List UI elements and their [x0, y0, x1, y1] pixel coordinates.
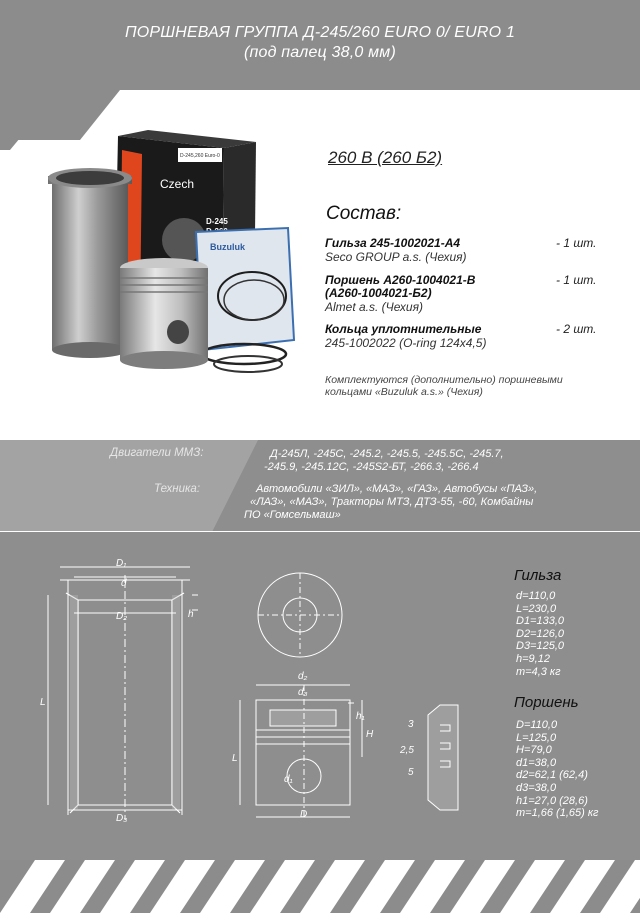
dim-D3: D₃: [116, 813, 128, 824]
item-title: Гильза 245-1002021-А4: [325, 236, 461, 250]
dim-ring-c: 5: [408, 767, 414, 778]
spec-row: L=230,0: [516, 602, 557, 615]
item-title: Поршень А260-1004021-В: [325, 273, 476, 287]
technique-line: ПО «Гомсельмаш»: [244, 509, 341, 521]
piston-spec-title: Поршень: [514, 694, 579, 711]
spec-row: d1=38,0: [516, 756, 557, 769]
spec-row: D3=125,0: [516, 640, 565, 653]
engines-line: Д-245Л, -245С, -245.2, -245.5, -245.5С, -245.7,: [270, 448, 504, 460]
ring-brand: Buzuluk: [210, 242, 245, 252]
dim-D: D: [300, 809, 308, 820]
dim-h1: h₁: [356, 711, 365, 722]
spec-row: d2=62,1 (62,4): [516, 769, 588, 782]
dim-h: h: [188, 609, 194, 620]
technical-drawing: [30, 555, 500, 835]
engines-line: -245.9, -245.12С, -245S2-БТ, -266.3, -266.4: [264, 461, 479, 473]
piston-side-view: [240, 685, 362, 820]
dim-D1: D₁: [116, 558, 127, 569]
dim-d3: d₃: [298, 687, 308, 698]
spec-row: m=4,3 кг: [516, 665, 561, 678]
dim-d1: d₁: [284, 774, 293, 785]
note-text: Комплектуются (дополнительно) поршневыми кольцами «Buzuluk a.s.» (Чехия): [325, 374, 563, 398]
item-qty: - 1 шт.: [556, 273, 597, 287]
composition-title: Состав:: [326, 203, 402, 224]
spec-row: D=110,0: [516, 719, 558, 731]
box-brand: Czech: [160, 177, 195, 191]
dim-H: H: [366, 729, 374, 740]
spec-row: h=9,12: [516, 652, 550, 665]
spec-row: d3=38,0: [516, 781, 557, 794]
dim-d: d: [121, 578, 127, 589]
piston-spec-list: [516, 719, 598, 820]
page-title: ПОРШНЕВАЯ ГРУППА Д-245/260 EURO 0/ EURO 1: [124, 24, 516, 41]
footer-stripes: [0, 860, 640, 913]
liner-spec-title: Гильза: [514, 567, 562, 584]
item-sub: 245-1002022 (O-ring 124х4,5): [325, 336, 487, 350]
liner-drawing: [48, 567, 198, 820]
spec-row: h1=27,0 (28,6): [516, 794, 588, 807]
dim-piston-L: L: [232, 753, 238, 764]
cylinder-liner: [48, 168, 132, 358]
liner-spec-list: [516, 590, 564, 678]
item-title: Кольца уплотнительные: [325, 322, 482, 336]
spec-row: L=125,0: [516, 731, 557, 744]
model-number: 260 В (260 Б2): [328, 148, 443, 167]
item-sub: Seco GROUP a.s. (Чехия): [325, 250, 467, 264]
technique-line: «ЛАЗ», «МАЗ», Тракторы МТЗ, ДТЗ-55, -60, Комбайны: [250, 496, 534, 508]
rings-box: [196, 228, 294, 350]
dim-ring-b: 2,5: [400, 745, 414, 756]
spec-row: D1=133,0: [516, 615, 565, 628]
dim-ring-a: 3: [408, 719, 414, 730]
spec-row: H=79,0: [516, 744, 552, 757]
spec-row: m=1,66 (1,65) кг: [516, 807, 599, 820]
spec-row: d=110,0: [516, 590, 556, 602]
item-qty: - 2 шт.: [556, 322, 597, 336]
box-label: D-245,260 Euro-0: [180, 153, 220, 159]
piston-top-view: [258, 573, 342, 657]
technique-label: Техника:: [154, 483, 201, 495]
item-qty: - 1 шт.: [556, 236, 597, 250]
engines-label: Двигатели ММЗ:: [110, 447, 204, 459]
technique-line: Автомобили «ЗИЛ», «МАЗ», «ГАЗ», Автобусы «ПАЗ»,: [256, 483, 538, 495]
dim-D2: D₂: [116, 611, 128, 622]
dim-L: L: [40, 697, 46, 708]
piston: [120, 258, 208, 369]
ring-groove-profile: [428, 705, 458, 810]
item-sub: Almet a.s. (Чехия): [325, 300, 423, 314]
page-subtitle: (под палец 38,0 мм): [243, 44, 396, 61]
product-image: [38, 128, 318, 398]
item-title-alt: (А260-1004021-Б2): [325, 286, 432, 300]
box-model1: D-245: [206, 217, 228, 226]
spec-row: D2=126,0: [516, 627, 565, 640]
dim-d2: d₂: [298, 671, 308, 682]
o-ring: [202, 344, 286, 364]
